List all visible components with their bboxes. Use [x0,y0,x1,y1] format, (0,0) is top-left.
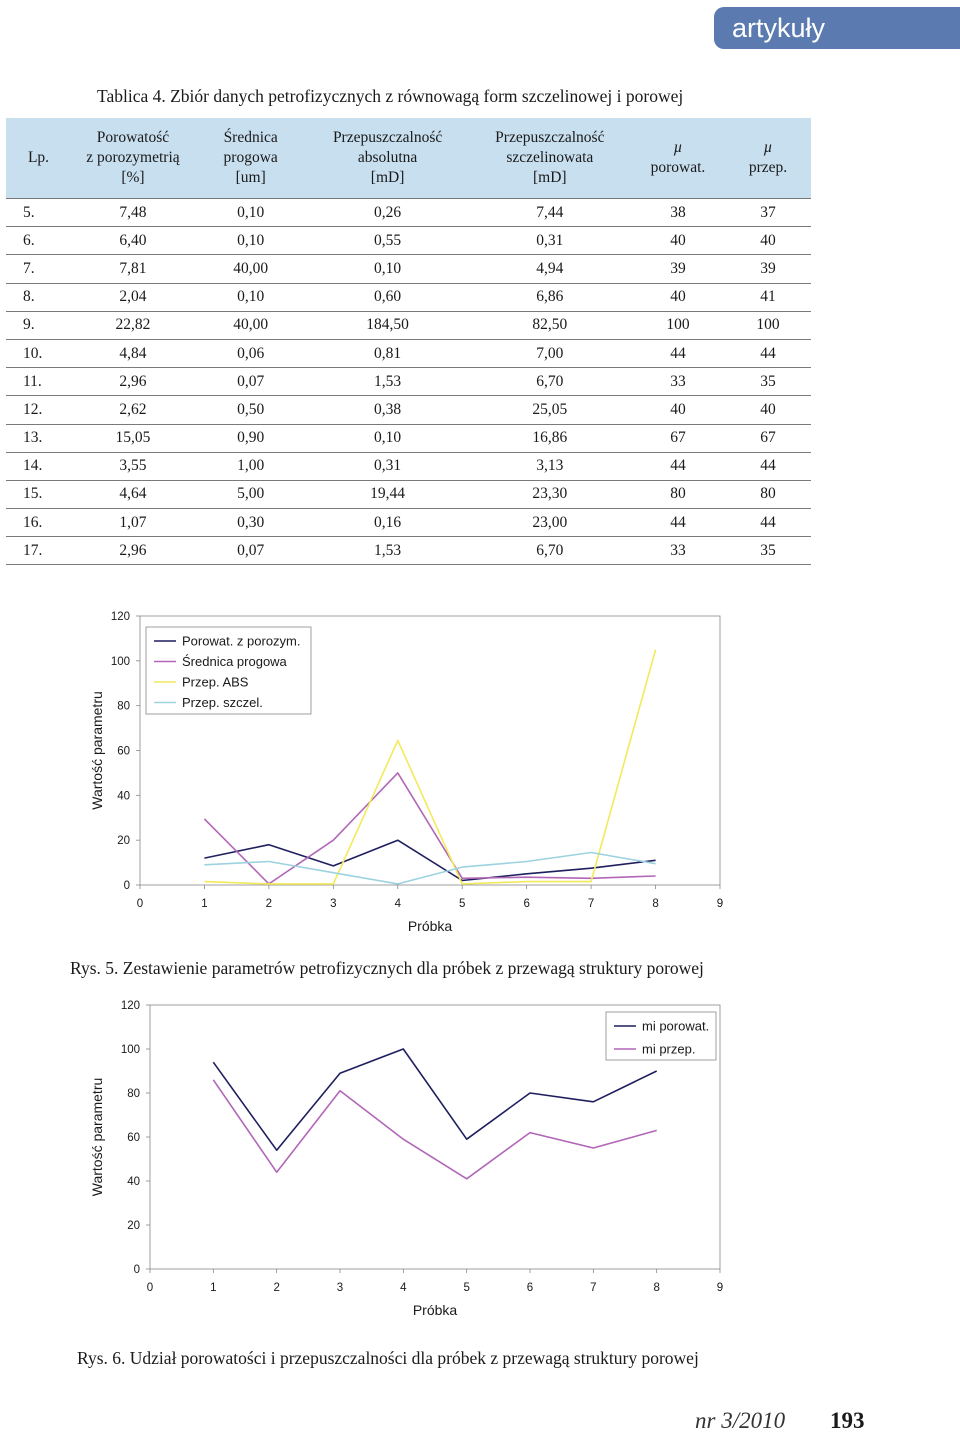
table-cell: 184,50 [306,311,468,339]
table-cell: 10. [6,339,71,367]
y-axis-title: Wartość parametru [89,1077,105,1197]
table-cell: 3,55 [71,452,195,480]
table-row [6,509,811,537]
column-header-line: [mD] [370,169,405,186]
table-cell: 9. [6,311,71,339]
table-cell: 19,44 [306,480,468,508]
table-cell: 25,05 [469,396,631,424]
table-row [6,537,811,565]
section-tag: artykuły [714,7,960,49]
column-header-line: Porowatość [96,129,170,146]
figure-5-caption: Rys. 5. Zestawienie parametrów petrofizycznych dla próbek z przewagą struktury porowej [70,958,704,978]
table-cell: 1,07 [71,509,195,537]
table-cell: 16. [6,509,71,537]
table-cell: 0,10 [306,424,468,452]
table-body [6,199,811,565]
page-number: 193 [830,1408,865,1433]
table-cell: 4,64 [71,480,195,508]
x-tick-label: 3 [330,898,337,910]
x-axis-title: Próbka [412,1302,458,1318]
column-header [71,118,195,199]
column-header-line: szczelinowata [506,149,594,166]
table-row [6,283,811,311]
table-cell: 0,07 [195,368,307,396]
table-cell: 3,13 [469,452,631,480]
column-header-line: [mD] [533,169,567,186]
x-tick-label: 0 [146,1282,154,1294]
issue-number: nr 3/2010 [695,1408,786,1433]
column-header [195,118,307,199]
column-header-line: [um] [235,169,266,186]
column-header-line: Przepuszczalność [332,129,443,146]
table-cell: 8. [6,283,71,311]
column-header-line: przep. [748,159,788,176]
table-cell: 7. [6,255,71,283]
legend-label: mi porowat. [642,1018,710,1034]
table-cell: 2,96 [71,537,195,565]
table-row [6,424,811,452]
y-tick-label: 80 [127,1088,140,1100]
y-tick-label: 60 [117,745,130,758]
table-cell: 1,53 [306,368,468,396]
table-cell: 0,07 [195,537,307,565]
legend-label: mi przep. [642,1041,696,1057]
y-tick-label: 40 [127,1176,140,1188]
table-cell: 0,50 [195,396,307,424]
table-cell: 6,40 [71,227,195,255]
x-tick-label: 8 [652,898,659,910]
table-cell: 0,31 [469,227,631,255]
table-cell: 41 [725,283,811,311]
table-cell: 1,53 [306,537,468,565]
legend-label: Przep. szczel. [182,695,263,710]
table-cell: 7,00 [469,339,631,367]
petrophysical-parameters-chart [80,600,740,945]
x-tick-label: 6 [523,898,530,910]
table-cell: 23,30 [469,480,631,508]
table-cell: 4,84 [71,339,195,367]
table-cell: 0,31 [306,452,468,480]
x-tick-label: 2 [265,898,273,910]
table-cell: 0,10 [195,283,307,311]
column-header-line: Średnica [223,129,278,146]
series-line [204,840,655,880]
y-axis-title: Wartość parametru [89,691,105,810]
table-cell: 0,60 [306,283,468,311]
column-header-line: µ [763,139,773,156]
table-cell: 33 [631,368,725,396]
table-cell: 5. [6,199,71,227]
figure-6-caption: Rys. 6. Udział porowatości i przepuszczalności dla próbek z przewagą struktury porowej [77,1348,699,1368]
petrophysical-data-table [6,118,811,565]
table-cell: 35 [725,537,811,565]
table-cell: 40,00 [195,255,307,283]
x-tick-label: 9 [716,898,724,910]
table-cell: 0,10 [306,255,468,283]
x-tick-label: 8 [653,1282,660,1294]
table-caption: Tablica 4. Zbiór danych petrofizycznych z równowagą form szczelinowej i porowej [97,86,684,106]
table-cell: 67 [725,424,811,452]
table-cell: 0,10 [195,227,307,255]
x-tick-label: 9 [716,1282,724,1294]
series-line [204,773,655,884]
y-tick-label: 120 [110,611,130,623]
legend-label: Przep. ABS [182,674,249,690]
table-cell: 4,94 [469,255,631,283]
table-cell: 80 [631,480,725,508]
series-line [213,1049,656,1150]
porosity-permeability-share-chart [80,990,740,1325]
table-row [6,396,811,424]
column-header-line: progowa [223,149,278,166]
column-header [469,118,631,199]
column-header-line: porowat. [650,159,706,176]
y-tick-label: 20 [127,1220,140,1232]
legend-label: Średnica progowa [182,654,287,669]
x-tick-label: 7 [587,898,595,910]
table-cell: 44 [725,339,811,367]
table-cell: 7,48 [71,199,195,227]
table-cell: 40 [631,283,725,311]
table-cell: 13. [6,424,71,452]
table-header-row [6,118,811,199]
table-cell: 39 [725,255,811,283]
table-cell: 39 [631,255,725,283]
x-axis-title: Próbka [407,918,453,934]
y-tick-label: 100 [120,1044,140,1056]
table-cell: 40 [631,396,725,424]
column-header [6,118,71,199]
x-tick-label: 5 [463,1282,470,1294]
table-cell: 40 [725,396,811,424]
y-tick-label: 120 [120,1000,140,1012]
column-header [631,118,725,199]
y-tick-label: 80 [117,700,130,713]
table-cell: 40,00 [195,311,307,339]
table-cell: 23,00 [469,509,631,537]
table-cell: 2,96 [71,368,195,396]
table-cell: 22,82 [71,311,195,339]
table-row [6,452,811,480]
table-cell: 16,86 [469,424,631,452]
table-cell: 0,38 [306,396,468,424]
table-cell: 6,70 [469,368,631,396]
table-cell: 15,05 [71,424,195,452]
y-tick-label: 0 [123,880,130,892]
table-cell: 6. [6,227,71,255]
table-row [6,480,811,508]
table-cell: 80 [725,480,811,508]
x-tick-label: 3 [336,1282,344,1294]
column-header-line: [%] [121,169,145,186]
table-cell: 44 [631,339,725,367]
x-tick-label: 5 [459,898,466,910]
column-header-line: Lp. [27,149,50,166]
table-row [6,227,811,255]
x-tick-label: 4 [394,898,401,910]
table-cell: 12. [6,396,71,424]
table-cell: 38 [631,199,725,227]
table-cell: 67 [631,424,725,452]
table-cell: 0,06 [195,339,307,367]
column-header-line: Przepuszczalność [495,129,605,146]
table-row [6,255,811,283]
x-tick-label: 2 [273,1282,280,1294]
y-tick-label: 40 [117,790,130,803]
table-cell: 2,62 [71,396,195,424]
table-cell: 6,70 [469,537,631,565]
legend-label: Porowat. z porozym. [182,633,301,649]
table-cell: 0,16 [306,509,468,537]
column-header [725,118,811,199]
table-cell: 100 [631,311,725,339]
column-header-line: z porozymetrią [86,149,180,166]
y-tick-label: 60 [127,1132,140,1144]
x-tick-label: 7 [590,1282,597,1294]
table-cell: 40 [725,227,811,255]
table-row [6,339,811,367]
table-row [6,199,811,227]
table-cell: 17. [6,537,71,565]
column-header-line: absolutna [357,149,418,166]
table-cell: 82,50 [469,311,631,339]
table-cell: 40 [631,227,725,255]
table-cell: 0,81 [306,339,468,367]
table-cell: 35 [725,368,811,396]
table-cell: 1,00 [195,452,307,480]
table-row [6,368,811,396]
column-header [306,118,468,199]
x-tick-label: 0 [136,898,144,910]
x-tick-label: 1 [210,1282,217,1294]
y-tick-label: 0 [133,1264,140,1276]
table-cell: 0,10 [195,199,307,227]
table-cell: 7,44 [469,199,631,227]
x-tick-label: 6 [526,1282,534,1294]
x-tick-label: 1 [201,898,208,910]
table-cell: 14. [6,452,71,480]
table-cell: 100 [725,311,811,339]
table-cell: 37 [725,199,811,227]
table-cell: 0,30 [195,509,307,537]
table-cell: 0,26 [306,199,468,227]
table-cell: 44 [631,452,725,480]
table-cell: 5,00 [195,480,307,508]
table-row [6,311,811,339]
table-cell: 44 [725,452,811,480]
table-cell: 33 [631,537,725,565]
y-tick-label: 20 [117,835,130,848]
table-cell: 2,04 [71,283,195,311]
y-tick-label: 100 [110,655,130,668]
table-cell: 0,90 [195,424,307,452]
table-cell: 15. [6,480,71,508]
table-cell: 0,55 [306,227,468,255]
x-tick-label: 4 [400,1282,407,1294]
table-cell: 6,86 [469,283,631,311]
table-cell: 44 [725,509,811,537]
table-cell: 7,81 [71,255,195,283]
column-header-line: µ [673,139,683,156]
table-cell: 11. [6,368,71,396]
table-cell: 44 [631,509,725,537]
